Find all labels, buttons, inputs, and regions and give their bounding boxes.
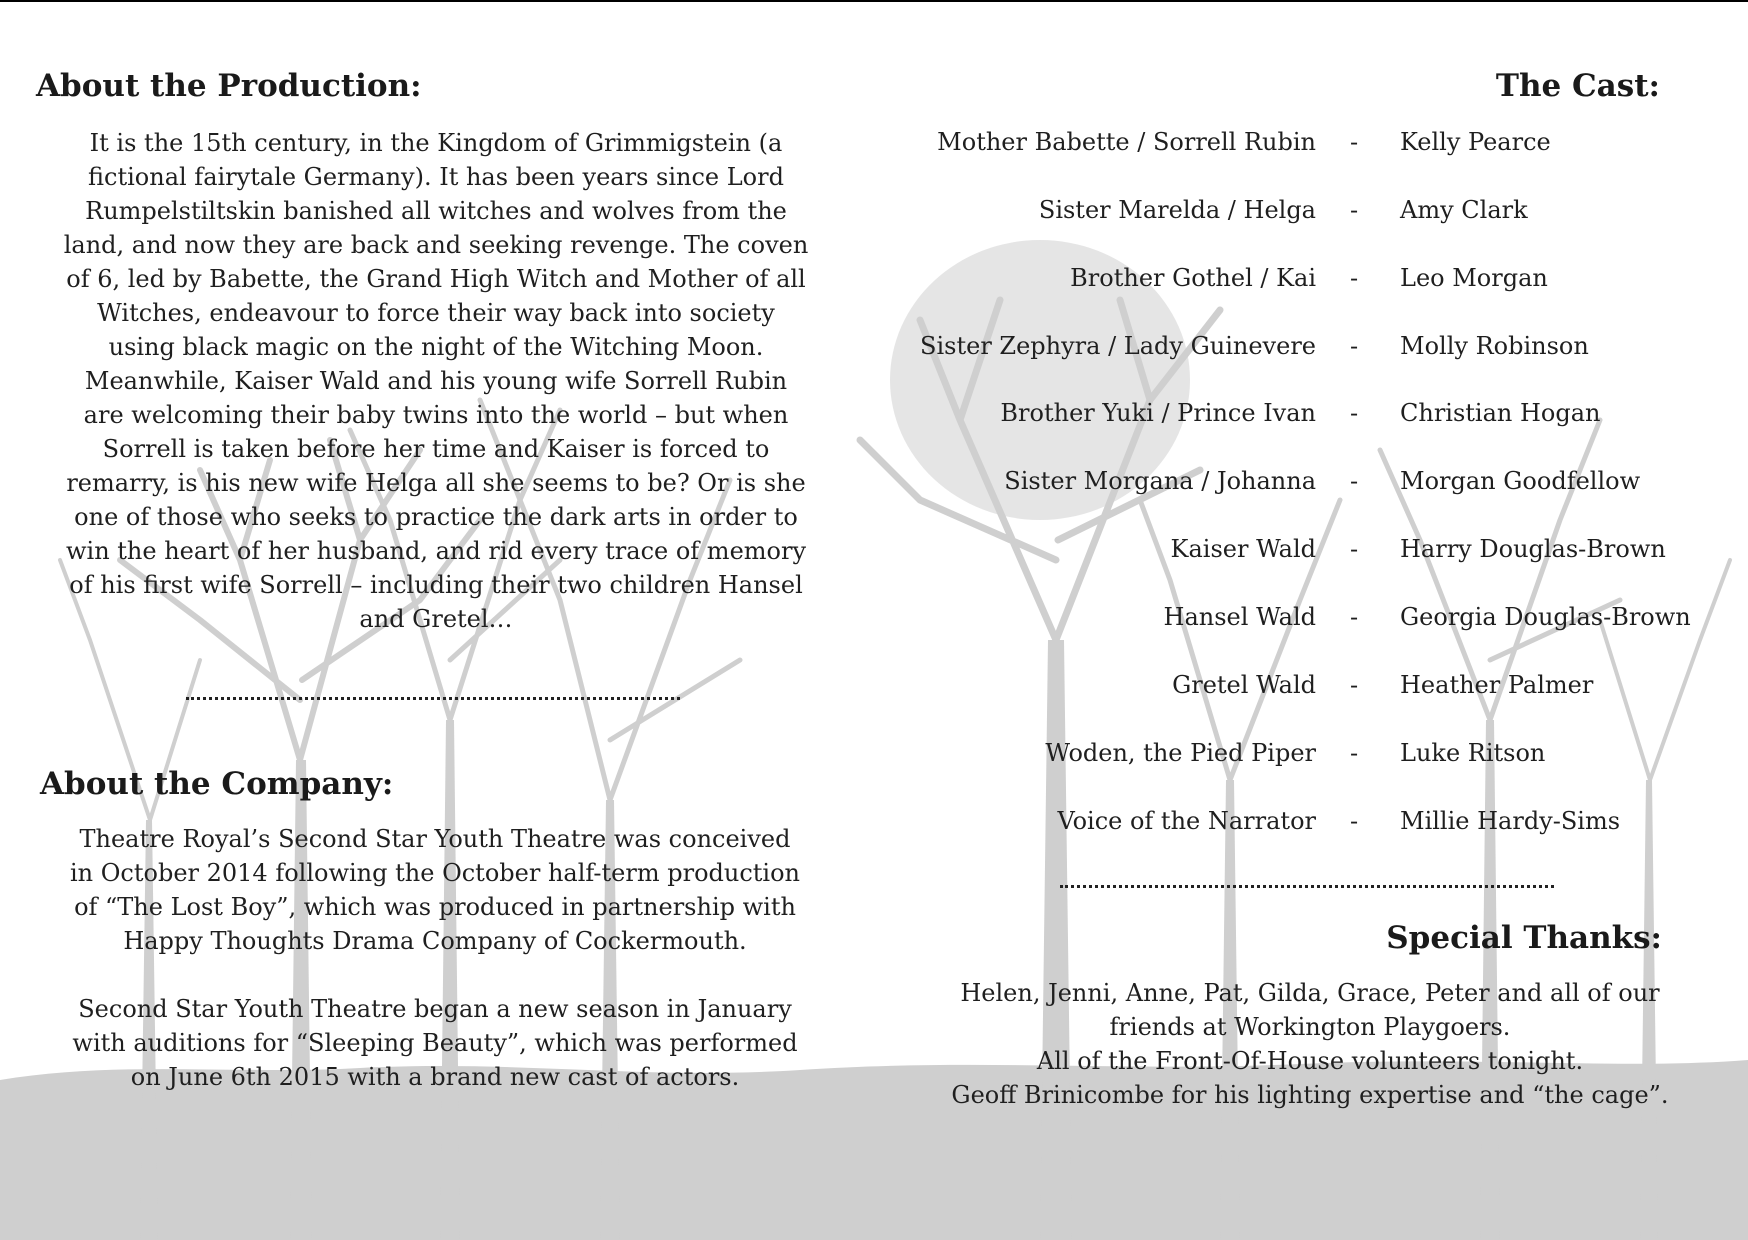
cast-separator: - [1350,807,1359,835]
cast-actor: Morgan Goodfellow [1400,467,1641,495]
cast-separator: - [1350,603,1359,631]
company-heading: About the Company: [40,766,394,802]
cast-row [880,801,1740,841]
thanks-heading: Special Thanks: [1386,920,1662,956]
cast-separator: - [1350,739,1359,767]
cast-separator: - [1350,196,1359,224]
cast-role: Gretel Wald [1172,671,1316,699]
cast-role: Sister Morgana / Johanna [1004,467,1316,495]
thanks-line: Helen, Jenni, Anne, Pat, Gilda, Grace, Peter and all of our [960,979,1660,1007]
cast-actor: Amy Clark [1400,196,1528,224]
cast-role: Hansel Wald [1163,603,1316,631]
cast-role: Woden, the Pied Piper [1045,739,1316,767]
production-heading: About the Production: [36,68,422,104]
cast-row [880,258,1740,298]
cast-separator: - [1350,399,1359,427]
cast-heading: The Cast: [1495,68,1660,104]
cast-role: Voice of the Narrator [1057,807,1316,835]
cast-separator: - [1350,332,1359,360]
cast-row [880,733,1740,773]
cast-role: Sister Marelda / Helga [1038,196,1316,224]
cast-separator: - [1350,264,1359,292]
cast-row [880,665,1740,705]
cast-actor: Leo Morgan [1400,264,1548,292]
company-paragraph-1: Theatre Royal’s Second Star Youth Theatre was conceived in October 2014 following the October half-term production of “The Lost Boy”, which was produced in partnership with Happy Thoughts Drama Company of Cockermouth. [69,825,801,955]
cast-role: Sister Zephyra / Lady Guinevere [920,332,1316,360]
cast-separator: - [1350,128,1359,156]
cast-actor: Kelly Pearce [1400,128,1551,156]
right-dotted-divider [1060,885,1554,888]
cast-actor: Harry Douglas-Brown [1400,535,1666,563]
cast-actor: Molly Robinson [1400,332,1589,360]
cast-actor: Heather Palmer [1400,671,1594,699]
thanks-line: Geoff Brinicombe for his lighting expertise and “the cage”. [951,1081,1669,1109]
cast-separator: - [1350,467,1359,495]
left-dotted-divider [186,697,680,700]
cast-actor: Millie Hardy-Sims [1400,807,1621,835]
cast-row [880,461,1740,501]
production-synopsis: It is the 15th century, in the Kingdom of Grimmigstein (a fictional fairytale Germany). It has been years since Lord Rumpelstiltskin banished all witches and wolves from the land, and now they are back and seeking revenge. The coven of 6, led by Babette, the Grand High Witch and Mother of all Witches, endeavour to force their way back into society using black magic on the night of the Witching Moon. Meanwhile, Kaiser Wald and his young wife Sorrell Rubin are welcoming their baby twins into the world – but when Sorrell is taken before her time and Kaiser is forced to remarry, is his new wife Helga all she seems to be? Or is she one of those who seeks to practice the dark arts in order to win the heart of her husband, and rid every trace of memory of his first wife Sorrell – including their two children Hansel and Gretel… [63,129,809,633]
cast-row [880,122,1740,162]
cast-separator: - [1350,535,1359,563]
cast-actor: Luke Ritson [1400,739,1546,767]
cast-row [880,529,1740,569]
cast-role: Mother Babette / Sorrell Rubin [937,128,1316,156]
thanks-line: All of the Front-Of-House volunteers tonight. [1036,1047,1584,1075]
cast-role: Kaiser Wald [1170,535,1316,563]
cast-role: Brother Gothel / Kai [1070,264,1316,292]
cast-actor: Christian Hogan [1400,399,1601,427]
cast-row [880,393,1740,433]
cast-role: Brother Yuki / Prince Ivan [1000,399,1316,427]
cast-row [880,597,1740,637]
company-paragraph-2: Second Star Youth Theatre began a new season in January with auditions for “Sleeping Beauty”, which was performed on June 6th 2015 with a brand new cast of actors. [72,995,798,1091]
cast-row [880,190,1740,230]
cast-row [880,326,1740,366]
cast-actor: Georgia Douglas-Brown [1400,603,1691,631]
thanks-line: friends at Workington Playgoers. [1109,1013,1511,1041]
cast-separator: - [1350,671,1359,699]
